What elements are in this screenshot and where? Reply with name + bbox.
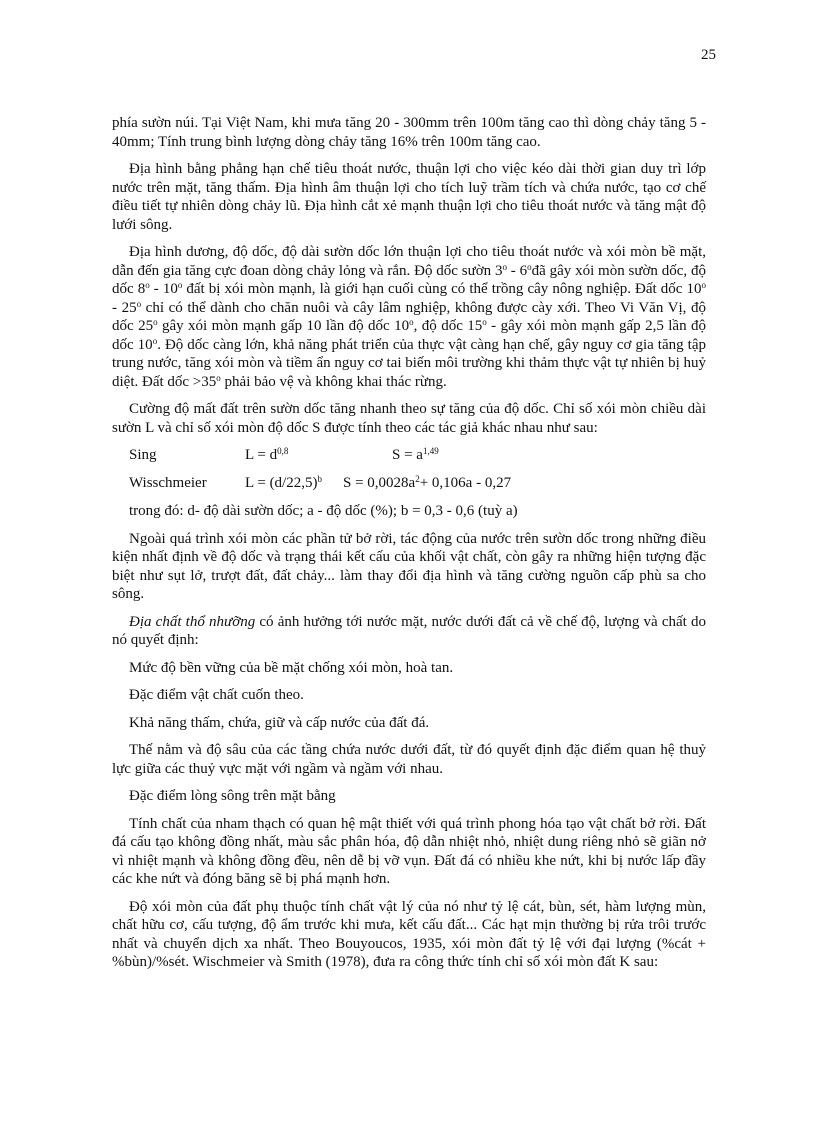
text-run: - 6: [506, 262, 528, 279]
paragraph-flat-terrain: Địa hình bằng phẳng hạn chế tiêu thoát nước, thuận lợi cho việc kéo dài thời gian duy trì lớp nước trên mặt, tăng thấm. Địa hình âm thuận lợi cho tích luỹ trầm tích và chứa nước, tạo cơ chế điều tiết tự nhiên dòng chảy lũ. Địa hình cắt xẻ mạnh thuận lợi cho tiêu thoát nước và tăng mật độ lưới sông.: [112, 161, 706, 233]
formula-s-exponent: 2: [415, 474, 420, 484]
formula-author: Wisschmeier: [129, 475, 207, 491]
list-item: Khả năng thấm, chứa, giữ và cấp nước của đất đá.: [129, 714, 430, 731]
text-run: - 25: [112, 299, 137, 316]
degree-superscript: o: [153, 317, 158, 327]
formula-s-base: S = a: [392, 447, 423, 463]
page-number: 25: [701, 47, 716, 63]
paragraph-landslides: Ngoài quá trình xói mòn các phần tử bở rời, tác động của nước trên sườn dốc trong những điều kiện nhất định về độ dốc và trạng thái kết cấu của khối vật chất, còn gây ra những hiện tượng đặc biệt như sụt lở, trượt đất, đất chảy... làm thay đổi địa hình và tăng cường nguồn cấp phù sa cho sông.: [112, 530, 706, 602]
document-body: [112, 114, 706, 981]
degree-superscript: o: [152, 335, 158, 346]
list-item: Mức độ bền vững của bề mặt chống xói mòn, hoà tan.: [129, 659, 454, 676]
formula-l-base: L = d: [245, 447, 278, 463]
paragraph-geology-soil: [112, 613, 706, 650]
formula-sing: [129, 446, 706, 465]
degree-superscript: o: [136, 298, 142, 309]
paragraph-soil-erodibility: Độ xói mòn của đất phụ thuộc tính chất vật lý của nó như tỷ lệ cát, bùn, sét, hàm lượng mùn, chất hữu cơ, cấu tượng, độ ẩm trước khi mưa, kết cấu đất... Các hạt mịn thường bị rửa trôi trước nhất và chuyển dịch xa nhất. Theo Bouyoucos, 1935, xói mòn đất tỷ lệ với đại lượng (%cát + %bùn)/%sét. Wischmeier và Smith (1978), đưa ra công thức tính chỉ số xói mòn đất K sau:: [112, 898, 706, 970]
text-run: đã gây xói mòn sườn dốc, độ dốc 8: [112, 262, 706, 297]
formula-s: [392, 446, 439, 465]
text-run: - 10: [149, 281, 178, 297]
list-item: Đặc điểm vật chất cuốn theo.: [129, 687, 304, 703]
degree-superscript: o: [701, 280, 706, 290]
text-run: . Độ dốc càng lớn, khả năng phát triển của thực vật càng hạn chế, gây nguy cơ gia tăng tập trung nước, tăng xói mòn và tiềm ẩn nguy cơ tai biến môi trường khi thảm thực vật tự nhiên bị huỷ diệt. Đất dốc >35: [112, 336, 706, 390]
text-run: Địa hình dương, độ dốc, độ dài sườn dốc lớn thuận lợi cho tiêu thoát nước và xói mòn bề mặt, dẫn đến gia tăng cực đoan dòng chảy lỏng và rắn. Độ dốc sườn 3: [112, 244, 706, 279]
degree-superscript: o: [527, 261, 532, 272]
degree-superscript: o: [502, 261, 507, 272]
degree-superscript: o: [216, 372, 221, 383]
formula-l: [245, 446, 392, 465]
formula-l-exponent: b: [317, 474, 322, 484]
text-run: gây xói mòn mạnh gấp 10 lần độ dốc 10: [157, 318, 410, 334]
paragraph-aquifers: Thế nằm và độ sâu của các tầng chứa nước dưới đất, từ đó quyết định đặc điểm quan hệ thuỷ lực giữa các thuỷ vực mặt với ngầm và ngầm với nhau.: [112, 742, 706, 777]
text-run: chỉ có thể dành cho chăn nuôi và cây lâm nghiệp, không được cày xới. Theo Vi Văn Vị, độ dốc 25: [112, 299, 707, 334]
formula-s-post: + 0,106a - 0,27: [419, 475, 512, 491]
paragraph-slope-erosion: [112, 243, 706, 391]
degree-superscript: o: [482, 317, 487, 327]
formula-l: [245, 474, 343, 493]
formula-s: [343, 474, 511, 493]
text-run: phải bảo vệ và không khai thác rừng.: [220, 373, 447, 390]
degree-superscript: o: [177, 280, 183, 290]
formula-author: Sing: [129, 447, 157, 463]
formula-l-base: L = (d/22,5): [245, 475, 318, 491]
paragraph-rock-properties: Tính chất của nham thạch có quan hệ mật thiết với quá trình phong hóa tạo vật chất bở rời. Đất đá cấu tạo không đồng nhất, màu sắc phân hóa, độ dẫn nhiệt nhỏ, nhiệt dung riêng nhỏ sẽ giãn nở vì nhiệt mạnh và không đồng đều, nên dễ bị vỡ vụn. Đất đá có nhiều khe nứt, khi bị nước lấp đầy các khe nứt và đóng băng sẽ bị phá mạnh hơn.: [112, 815, 706, 887]
formula-s-pre: S = 0,0028a: [343, 475, 416, 491]
degree-superscript: o: [145, 280, 150, 290]
paragraph-riverbed-heading: Đặc điểm lòng sông trên mặt bằng: [129, 788, 336, 804]
text-run: - gây xói mòn mạnh gấp 2,5 lần độ dốc 10: [112, 318, 706, 353]
paragraph-runoff-altitude: phía sườn núi. Tại Việt Nam, khi mưa tăng 20 - 300mm trên 100m tăng cao thì dòng chảy tăng 5 - 40mm; Tính trung bình lượng dòng chảy tăng 16% trên 100m tăng cao.: [112, 115, 706, 150]
degree-superscript: o: [409, 317, 414, 327]
formula-legend: trong đó: d- độ dài sườn dốc; a - độ dốc (%); b = 0,3 - 0,6 (tuỳ a): [129, 503, 518, 519]
formula-l-exponent: 0,8: [277, 446, 289, 456]
text-run: đất bị xói mòn mạnh, là giới hạn cuối cùng có thể trồng cây nông nghiệp. Đất dốc 10: [182, 281, 702, 297]
text-run: , độ dốc 15: [413, 318, 483, 334]
paragraph-soil-loss-intensity: Cường độ mất đất trên sườn dốc tăng nhanh theo sự tăng của độ dốc. Chỉ số xói mòn chiều dài sườn L và chỉ số xói mòn độ dốc S được tính theo các tác giả khác nhau như sau:: [112, 401, 706, 436]
formula-wisschmeier: [129, 474, 706, 493]
text-run: có ảnh hưởng tới nước mặt, nước dưới đất cả về chế độ, lượng và chất do nó quyết định:: [112, 613, 706, 648]
italic-term: Địa chất thổ nhưỡng: [129, 613, 256, 630]
formula-s-exponent: 1,49: [422, 446, 439, 456]
